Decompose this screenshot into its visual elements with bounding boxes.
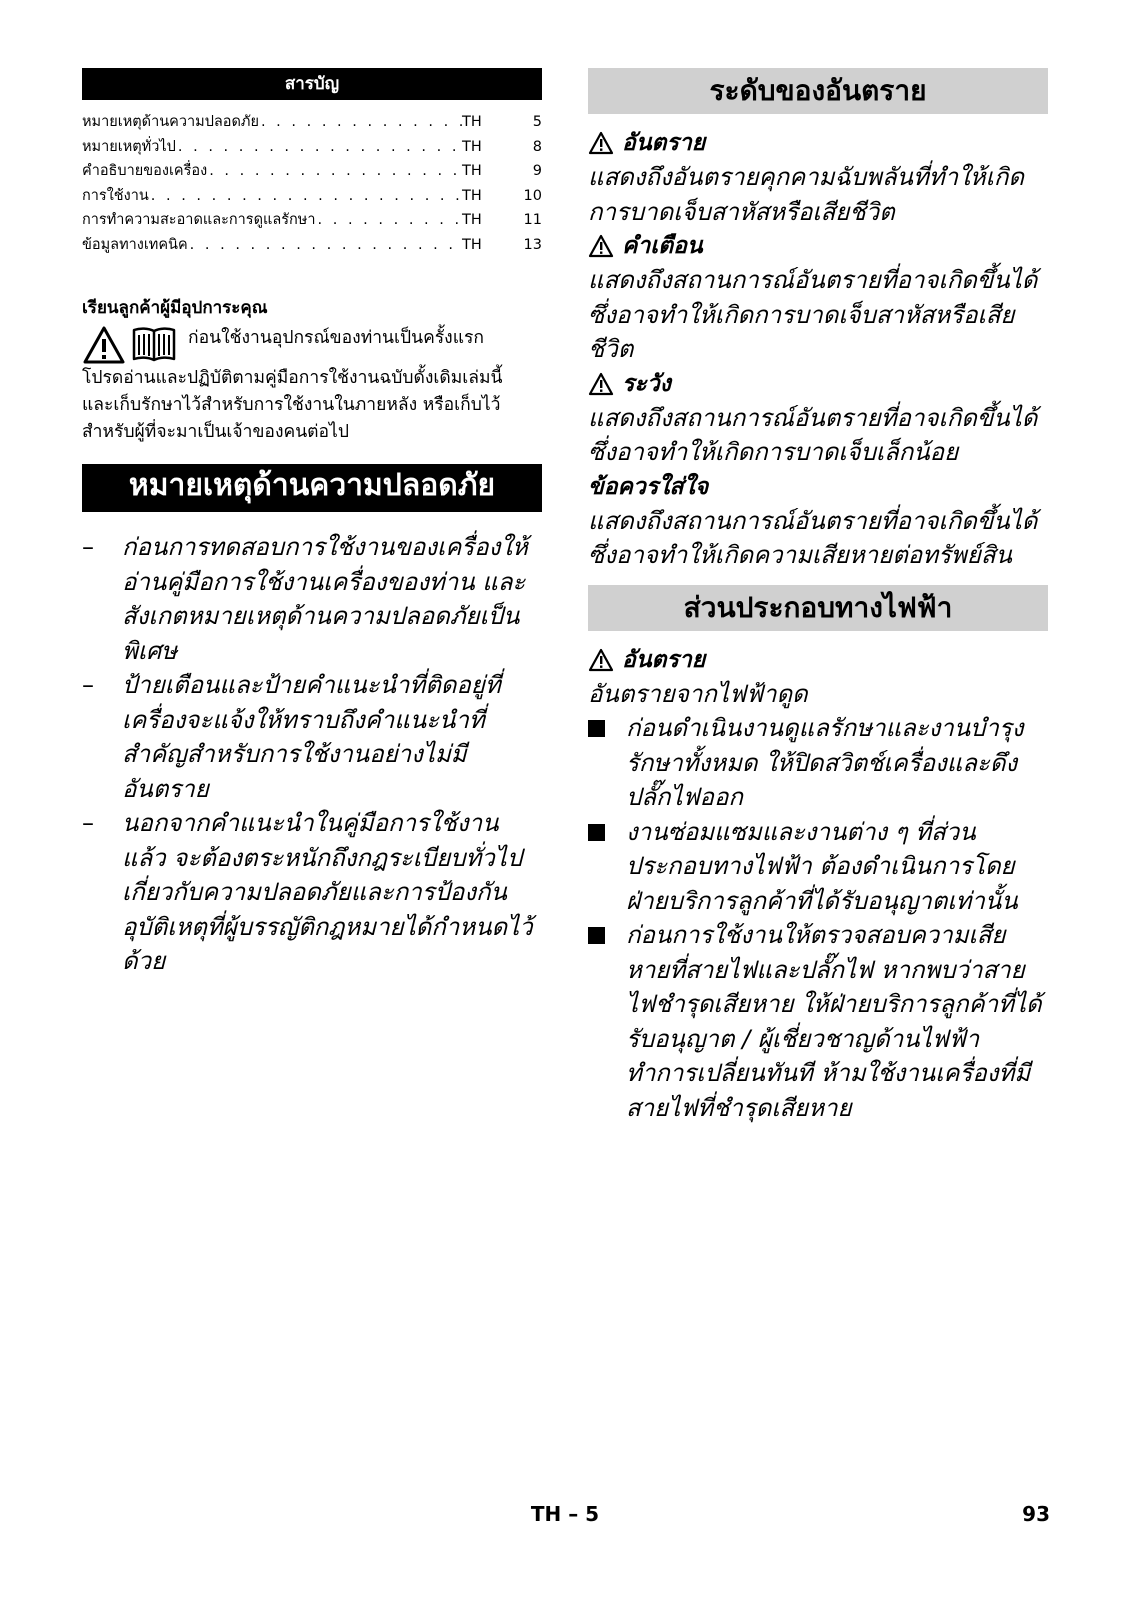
toc-entry-label: การทำความสะอาดและการดูแลรักษา xyxy=(82,212,316,228)
hazard-level-body: แสดงถึงสถานการณ์อันตรายที่อาจเกิดขึ้นได้ ซึ่งอาจทำให้เกิดความเสียหายต่อทรัพย์สิน xyxy=(588,506,1038,569)
footer-page-number: 93 xyxy=(1022,1502,1050,1526)
warning-triangle-icon xyxy=(588,131,614,155)
warning-triangle-icon xyxy=(588,648,614,672)
warning-triangle-icon xyxy=(588,234,614,258)
toc-entry-lang: TH xyxy=(462,212,482,228)
intro-para-1: โปรดอ่านและปฏิบัติตามคู่มือการใช้งานฉบับดั้งเดิมเล่มนี้ xyxy=(82,368,503,388)
intro-para-2: และเก็บรักษาไว้สำหรับการใช้งานในภายหลัง หรือเก็บไว้สำหรับผู้ที่จะมาเป็นเจ้าของคนต่อไป xyxy=(82,395,501,442)
safety-item-text: ก่อนการทดสอบการใช้งานของเครื่องให้อ่านคู่มือการใช้งานเครื่องของท่าน และสังเกตหมายเหตุด้านความปลอดภัยเป็นพิเศษ xyxy=(122,533,528,665)
safety-item xyxy=(82,530,542,668)
toc-entry-page: 9 xyxy=(532,163,542,179)
toc-list xyxy=(82,110,542,257)
right-column xyxy=(588,68,1048,1125)
toc-entry-page: 13 xyxy=(523,236,542,253)
toc-entry-label: หมายเหตุทั่วไป xyxy=(82,138,176,155)
hazard-level-warning-title xyxy=(588,229,1048,263)
square-bullet-icon xyxy=(588,918,626,1125)
left-column xyxy=(82,68,542,979)
toc-entry-label: ข้อมูลทางเทคนิค xyxy=(82,236,188,253)
dash-bullet: – xyxy=(82,809,94,837)
footer-section-label: TH – 5 xyxy=(530,1502,600,1526)
manual-book-icon xyxy=(130,325,178,365)
toc-entry-lang: TH xyxy=(462,138,482,155)
safety-list xyxy=(82,530,542,979)
toc-entry-lang: TH xyxy=(462,163,482,179)
electrical-danger-title xyxy=(588,643,1048,677)
safety-heading: หมายเหตุด้านความปลอดภัย xyxy=(82,464,542,512)
electrical-item-text: ก่อนดำเนินงานดูแลรักษาและงานบำรุงรักษาทั้งหมด ให้ปิดสวิตช์เครื่องและดึงปลั๊กไฟออก xyxy=(626,714,1024,811)
toc-leader-dots xyxy=(149,184,462,209)
toc-leader-dots xyxy=(316,208,462,233)
electrical-warning-title: อันตราย xyxy=(622,646,706,673)
toc-entry-label: หมายเหตุด้านความปลอดภัย xyxy=(82,114,259,130)
hazard-levels-heading: ระดับของอันตราย xyxy=(588,68,1048,114)
toc-entry-page: 11 xyxy=(523,212,542,228)
hazard-level-body: แสดงถึงสถานการณ์อันตรายที่อาจเกิดขึ้นได้ ซึ่งอาจทำให้เกิดการบาดเจ็บเล็กน้อย xyxy=(588,403,1038,466)
hazard-level-body: แสดงถึงสถานการณ์อันตรายที่อาจเกิดขึ้นได้ ซึ่งอาจทำให้เกิดการบาดเจ็บสาหัสหรือเสียชีวิต xyxy=(588,266,1038,363)
hazard-level-body: แสดงถึงอันตรายคุกคามฉับพลันที่ทำให้เกิดการบาดเจ็บสาหัสหรือเสียชีวิต xyxy=(588,163,1024,226)
dash-bullet: – xyxy=(82,533,94,561)
safety-item-text: นอกจากคำแนะนำในคู่มือการใช้งานแล้ว จะต้องตระหนักถึงกฎระเบียบทั่วไปเกี่ยวกับความปลอดภัยและการป้องกันอุบัติเหตุที่ผู้บรรญัติกฎหมายได้กำหนดไว้ด้วย xyxy=(122,809,533,975)
toc-leader-dots xyxy=(176,135,462,160)
notice-icons xyxy=(82,325,178,365)
toc-leader-dots xyxy=(259,110,462,135)
hazard-level-title: คำเตือน xyxy=(622,233,703,259)
warning-triangle-icon xyxy=(82,325,126,365)
toc-entry-label: คำอธิบายของเครื่อง xyxy=(82,163,208,179)
toc-entry[interactable] xyxy=(82,110,542,135)
hazard-level-danger-title xyxy=(588,126,1048,160)
hazard-level-title: ระวัง xyxy=(622,370,671,397)
electrical-item xyxy=(588,815,1048,919)
electrical-item-text: งานซ่อมแซมและงานต่าง ๆ ที่ส่วนประกอบทางไฟฟ้า ต้องดำเนินการโดยฝ่ายบริการลูกค้าที่ได้รับอนุญาตเท่านั้น xyxy=(626,817,1018,915)
toc-entry-lang: TH xyxy=(462,187,482,204)
safety-item-text: ป้ายเตือนและป้ายคำแนะนำที่ติดอยู่ที่เครื่องจะแจ้งให้ทราบถึงคำแนะนำที่สำคัญสำหรับการใช้งานอย่างไม่มีอันตราย xyxy=(122,671,501,803)
dash-bullet: – xyxy=(82,671,94,699)
hazard-level-title: ข้อควรใส่ใจ xyxy=(588,473,709,500)
toc-entry-label: การใช้งาน xyxy=(82,187,149,204)
toc-entry[interactable] xyxy=(82,184,542,209)
toc-leader-dots xyxy=(188,233,462,258)
toc-entry-lang: TH xyxy=(462,114,482,130)
notice-text: ก่อนใช้งานอุปกรณ์ของท่านเป็นครั้งแรก xyxy=(188,328,484,348)
hazard-level-title: อันตราย xyxy=(622,130,706,156)
toc-heading: สารบัญ xyxy=(82,68,542,100)
toc-entry[interactable] xyxy=(82,159,542,184)
toc-leader-dots xyxy=(207,159,462,184)
electrical-list xyxy=(588,711,1048,1125)
hazard-level-notice-title xyxy=(588,470,1048,504)
electrical-item xyxy=(588,711,1048,815)
electrical-warning-text: อันตรายจากไฟฟ้าดูด xyxy=(588,679,808,708)
electrical-heading: ส่วนประกอบทางไฟฟ้า xyxy=(588,585,1048,631)
safety-item xyxy=(82,806,542,979)
toc-entry[interactable] xyxy=(82,233,542,258)
electrical-item-text: ก่อนการใช้งานให้ตรวจสอบความเสียหายที่สายไฟและปลั๊กไฟ หากพบว่าสายไฟชำรุดเสียหาย ให้ฝ่ายบริการลูกค้าที่ได้รับอนุญาต / ผู้เชี่ยวชาญด้านไฟฟ้าทำการเปลี่ยนทันที ห้ามใช้งานเครื่องที่มีสายไฟที่ชำรุดเสียหาย xyxy=(626,921,1042,1122)
intro-heading: เรียนลูกค้าผู้มีอุปการะคุณ xyxy=(82,298,268,318)
electrical-item xyxy=(588,918,1048,1125)
toc-entry-page: 10 xyxy=(523,187,542,204)
toc-entry[interactable] xyxy=(82,208,542,233)
read-manual-notice xyxy=(82,325,542,365)
square-bullet-icon xyxy=(588,711,626,815)
warning-triangle-icon xyxy=(588,372,614,396)
square-bullet-icon xyxy=(588,815,626,919)
hazard-level-caution-title xyxy=(588,367,1048,401)
toc-entry-page: 8 xyxy=(532,138,542,155)
safety-item xyxy=(82,668,542,806)
toc-entry-lang: TH xyxy=(462,236,482,253)
toc-entry[interactable] xyxy=(82,135,542,160)
toc-entry-page: 5 xyxy=(532,114,542,130)
